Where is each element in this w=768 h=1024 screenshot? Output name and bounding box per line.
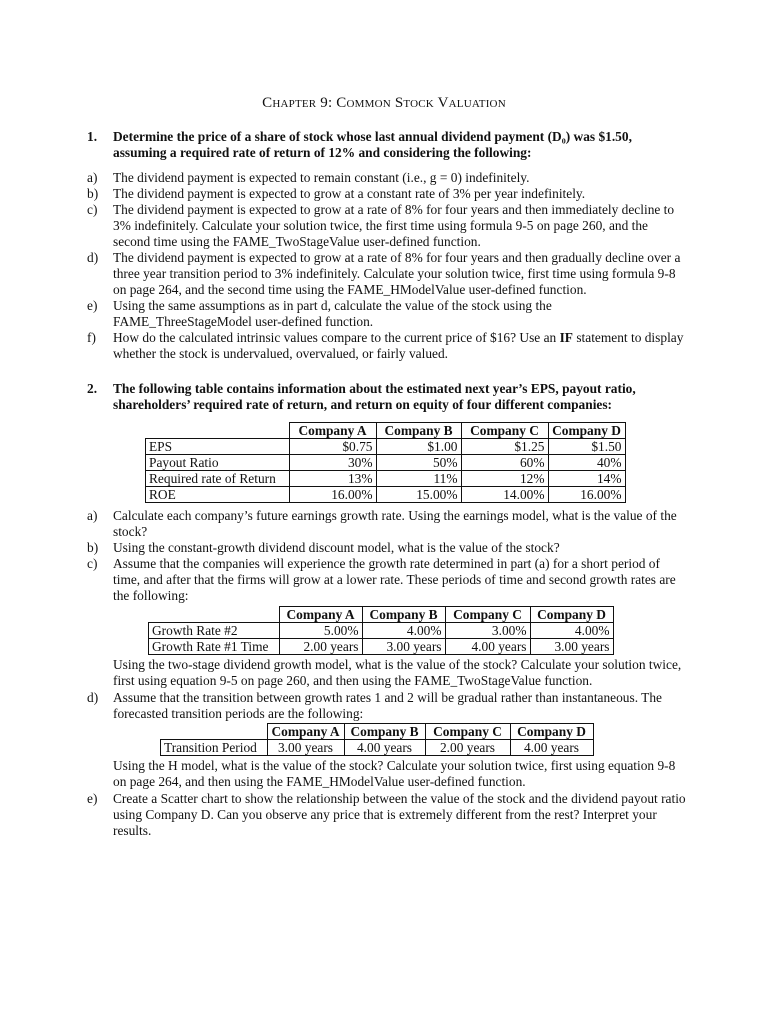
- list-item: [87, 508, 687, 540]
- item-text: The dividend payment is expected to grow at a constant rate of 3% per year indefinitely.: [113, 186, 586, 201]
- list-item: [87, 170, 687, 186]
- column-header: Company C: [445, 607, 530, 623]
- item-text: The dividend payment is expected to grow at a rate of 8% for four years and then gradually decline over a three year transition period to 3% indefinitely. Calculate your solution twice, first time using formula 9-8 on page 264, and the second time using the FAME_HModelValue user-defined function.: [113, 250, 681, 297]
- column-header: Company B: [344, 724, 425, 740]
- item-text: Assume that the companies will experience the growth rate determined in part (a) for a short period of time, and after that the firms will grow at a lower rate. These periods of time and second growth rates are the following:: [113, 556, 676, 603]
- question-1: [87, 129, 687, 161]
- column-header: Company D: [548, 423, 625, 439]
- column-header: Company A: [267, 724, 344, 740]
- item-text-continued: statement to display whether the stock is undervalued, overvalued, or fairly valued.: [113, 330, 684, 361]
- growth-rate-table: [148, 606, 614, 655]
- question-2-item-d: [87, 690, 687, 722]
- table-cell: 3.00 years: [530, 639, 613, 655]
- row-header: Payout Ratio: [146, 455, 290, 471]
- table-cell: 50%: [376, 455, 461, 471]
- list-item: [87, 330, 687, 362]
- column-header: Company B: [362, 607, 445, 623]
- table-corner: [146, 423, 290, 439]
- item-label: c): [87, 202, 98, 217]
- row-header: EPS: [146, 439, 290, 455]
- table-cell: 40%: [548, 455, 625, 471]
- column-header: Company B: [376, 423, 461, 439]
- item-text: Assume that the transition between growth rates 1 and 2 will be gradual rather than instantaneous. The forecasted transition periods are the following:: [113, 690, 662, 721]
- table-corner: [149, 607, 280, 623]
- table-row: [161, 740, 594, 756]
- item-label: c): [87, 556, 98, 571]
- table-cell: 5.00%: [279, 623, 362, 639]
- table-cell: 15.00%: [376, 487, 461, 503]
- column-header: Company C: [425, 724, 510, 740]
- list-item: [87, 202, 687, 250]
- question-2-items-a-c: [87, 508, 687, 604]
- row-header: Growth Rate #2: [149, 623, 280, 639]
- item-label: a): [87, 508, 98, 523]
- table-cell: 16.00%: [289, 487, 376, 503]
- if-keyword: IF: [559, 330, 573, 345]
- question-1-items: [87, 170, 687, 362]
- transition-period-table: [160, 723, 594, 756]
- item-label: e): [87, 791, 98, 806]
- item-text: Create a Scatter chart to show the relationship between the value of the stock and the dividend payout ratio using Company D. Can you observe any price that is extremely different from the rest? Interpret your results.: [113, 791, 686, 838]
- item-text: Calculate each company’s future earnings growth rate. Using the earnings model, what is the value of the stock?: [113, 508, 677, 539]
- row-header: Growth Rate #1 Time: [149, 639, 280, 655]
- table-cell: 3.00 years: [362, 639, 445, 655]
- table-row: [146, 455, 626, 471]
- item-text: The dividend payment is expected to remain constant (i.e., g = 0) indefinitely.: [113, 170, 530, 185]
- item-text: Using the constant-growth dividend discount model, what is the value of the stock?: [113, 540, 560, 555]
- list-item: [87, 791, 687, 839]
- table-cell: 4.00 years: [445, 639, 530, 655]
- question-number: 1.: [87, 129, 98, 144]
- table-corner: [161, 724, 268, 740]
- table-cell: 4.00%: [362, 623, 445, 639]
- list-item: [87, 250, 687, 298]
- list-item: [87, 690, 687, 722]
- table-header-row: [146, 423, 626, 439]
- table-cell: 3.00 years: [267, 740, 344, 756]
- table-row: [146, 487, 626, 503]
- company-metrics-table: [145, 422, 626, 503]
- item-text: How do the calculated intrinsic values compare to the current price of $16? Use an: [113, 330, 560, 345]
- row-header: Transition Period: [161, 740, 268, 756]
- question-number: 2.: [87, 381, 98, 396]
- table-cell: 30%: [289, 455, 376, 471]
- table-row: [149, 623, 614, 639]
- column-header: Company A: [279, 607, 362, 623]
- table-cell: 13%: [289, 471, 376, 487]
- table-row: [146, 439, 626, 455]
- table-cell: 3.00%: [445, 623, 530, 639]
- table-header-row: [161, 724, 594, 740]
- table-row: [149, 639, 614, 655]
- item-label: d): [87, 250, 99, 265]
- table-row: [146, 471, 626, 487]
- column-header: Company D: [510, 724, 593, 740]
- table-cell: 2.00 years: [279, 639, 362, 655]
- question-text: Determine the price of a share of stock whose last annual dividend payment (D₀) was $1.50, assuming a required rate of return of 12% and considering the following:: [113, 129, 632, 160]
- item-label: f): [87, 330, 96, 345]
- table-cell: $1.00: [376, 439, 461, 455]
- table-cell: $1.50: [548, 439, 625, 455]
- list-item: [87, 556, 687, 604]
- question-text: The following table contains information about the estimated next year’s EPS, payout ratio, shareholders’ required rate of return, and return on equity of four different companies:: [113, 381, 636, 412]
- item-label: b): [87, 186, 99, 201]
- item-text: The dividend payment is expected to grow at a rate of 8% for four years and then immediately decline to 3% indefinitely. Calculate your solution twice, the first time using formula 9-5 on page 260, and the second time using the FAME_TwoStageValue user-defined function.: [113, 202, 675, 249]
- item-label: a): [87, 170, 98, 185]
- table-cell: $1.25: [461, 439, 548, 455]
- table-cell: 2.00 years: [425, 740, 510, 756]
- row-header: Required rate of Return: [146, 471, 290, 487]
- item-label: b): [87, 540, 99, 555]
- table-cell: 60%: [461, 455, 548, 471]
- question-2-item-e: [87, 791, 687, 839]
- list-item: [87, 540, 687, 556]
- table-cell: $0.75: [289, 439, 376, 455]
- question-2: [87, 381, 687, 413]
- item-text: Using the same assumptions as in part d, calculate the value of the stock using the FAME_ThreeStageModel user-defined function.: [113, 298, 552, 329]
- table-header-row: [149, 607, 614, 623]
- table-cell: 4.00 years: [510, 740, 593, 756]
- table-cell: 14.00%: [461, 487, 548, 503]
- table-cell: 14%: [548, 471, 625, 487]
- list-item: [87, 298, 687, 330]
- row-header: ROE: [146, 487, 290, 503]
- item-d-continuation: Using the H model, what is the value of the stock? Calculate your solution twice, first using equation 9-8 on page 264, and then using the FAME_HModelValue user-defined function.: [113, 758, 676, 789]
- table-cell: 16.00%: [548, 487, 625, 503]
- column-header: Company A: [289, 423, 376, 439]
- column-header: Company C: [461, 423, 548, 439]
- column-header: Company D: [530, 607, 613, 623]
- chapter-title: Chapter 9: Common Stock Valuation: [262, 95, 506, 111]
- table-cell: 11%: [376, 471, 461, 487]
- table-cell: 12%: [461, 471, 548, 487]
- item-c-continuation: Using the two-stage dividend growth model, what is the value of the stock? Calculate your solution twice, first using equation 9-5 on page 260, and then using the FAME_TwoStageValue function.: [113, 657, 682, 688]
- item-label: e): [87, 298, 98, 313]
- list-item: [87, 186, 687, 202]
- table-cell: 4.00%: [530, 623, 613, 639]
- item-label: d): [87, 690, 99, 705]
- table-cell: 4.00 years: [344, 740, 425, 756]
